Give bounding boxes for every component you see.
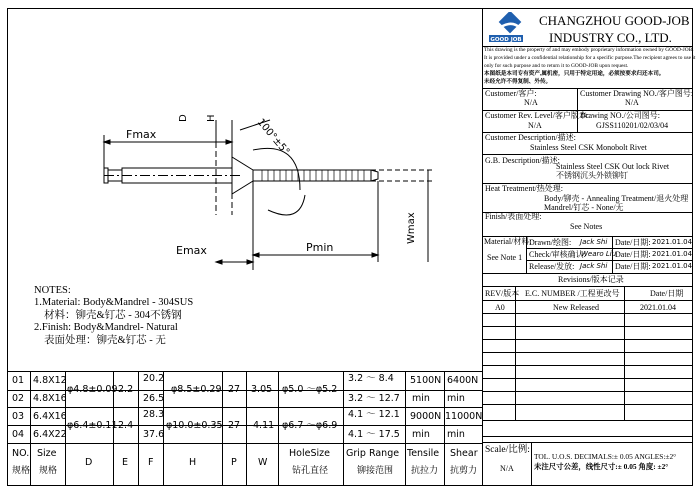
rivet-drawing	[60, 90, 480, 290]
scale-label: Scale/比例:	[485, 445, 530, 455]
drawing-no-label: Drawing NO./公司图号:	[580, 111, 660, 120]
finish-value: See Notes	[570, 222, 603, 231]
row2-size: 4.8X16	[33, 393, 67, 404]
row34-h: φ10.0±0.35	[166, 420, 223, 431]
row4-no: 04	[12, 429, 25, 440]
row34-e: 2.4	[118, 420, 134, 431]
drawn-date-label: Date/日期:	[615, 238, 651, 247]
note-line2: 材料：铆壳&钉芯 - 304不锈钢	[44, 310, 182, 321]
row12-d: φ4.8±0.09	[67, 384, 118, 395]
disclaimer-en-1: This drawing is the property of and may embody proprietary information owned by GOOD-JOB.	[484, 47, 694, 53]
row3-grip: 4.1 ～ 12.1	[348, 409, 400, 420]
customer-label: Customer/客户:	[485, 89, 537, 98]
release-label: Release/发放:	[529, 262, 575, 271]
disclaimer-cn-1: 本图纸是本司专有资产,属机密，只用于特定用途，必须按要求归还本司。	[484, 71, 665, 77]
row2-tensile: min	[412, 393, 430, 404]
customer-drawing-value: N/A	[625, 98, 639, 107]
row3-f: 28.3	[143, 409, 165, 420]
hdr-w: W	[258, 457, 268, 468]
hdr-hole: HoleSize	[289, 448, 330, 459]
row34-hole: φ6.7 ～φ6.9	[282, 420, 338, 431]
description-value: Stainless Steel CSK Monobolt Rivet	[530, 143, 647, 152]
row34-w: 4.11	[253, 420, 275, 431]
dim-fmax: Fmax	[126, 128, 157, 141]
dim-angle: 100°±5°	[254, 116, 292, 158]
company-name-line1: CHANGZHOU GOOD-JOB	[539, 13, 690, 28]
row12-w: 3.05	[251, 384, 273, 395]
company-logo	[485, 12, 527, 44]
check-label: Check/审核确认:	[529, 250, 586, 259]
row1-f: 20.2	[143, 373, 165, 384]
row1-shear: 6400N	[447, 375, 479, 386]
gb-label: G.B. Description/描述:	[485, 156, 560, 165]
finish-label: Finish/表面处理:	[485, 212, 542, 221]
row4-tensile: min	[412, 429, 430, 440]
hdr-f: F	[148, 457, 154, 468]
release-date-label: Date/日期:	[615, 262, 651, 271]
hdr-shear-cn: 抗剪力	[450, 466, 478, 476]
dim-emax: Emax	[176, 244, 207, 257]
drawn-name: Jack Shi	[580, 238, 608, 246]
customer-value: N/A	[524, 98, 538, 107]
dim-wmax: Wmax	[406, 212, 417, 244]
disclaimer-cn-2: 未经允许不得复制、外传。	[484, 79, 552, 85]
hdr-grip: Grip Range	[346, 448, 400, 459]
disclaimer-en-3: only for such purpose and to return it to GOOD-JOB upon request.	[484, 63, 629, 69]
row1-no: 01	[12, 375, 25, 386]
customer-rev-label: Customer Rev. Level/客户版本:	[485, 111, 590, 120]
revision-ecn: New Released	[553, 303, 599, 312]
dim-d: D	[178, 114, 189, 122]
hdr-d: D	[85, 457, 93, 468]
company-name-line2: INDUSTRY CO., LTD.	[549, 30, 672, 45]
row1-tensile: 5100N	[410, 375, 442, 386]
revisions-title: Revisions/版本记录	[558, 275, 624, 284]
hdr-size-cn: 规格	[39, 466, 58, 476]
drawn-date: 2021.01.04	[652, 238, 693, 246]
customer-drawing-label: Customer Drawing NO./客户图号:	[580, 89, 694, 98]
row4-grip: 4.1 ～ 17.5	[348, 429, 400, 440]
row3-no: 03	[12, 411, 25, 422]
revisions-col-ecn: E.C. NUMBER /工程更改号	[525, 289, 620, 298]
scale-value: N/A	[500, 464, 514, 473]
logo-text: GOOD JOB	[490, 37, 522, 43]
row3-tensile: 9000N	[410, 411, 442, 422]
customer-rev-value: N/A	[528, 121, 542, 130]
hdr-h: H	[189, 457, 197, 468]
disclaimer-en-2: It is provided under a confidential relationship for a specific purpose.The recipient agrees to use it	[484, 55, 696, 61]
hdr-p: P	[231, 457, 237, 468]
row2-shear: min	[447, 393, 465, 404]
heat-label: Heat Treatment/热处理:	[485, 184, 563, 193]
row12-hole: φ5.0 ～φ5.2	[282, 384, 338, 395]
material-value: See Note 1	[487, 253, 523, 262]
row2-f: 26.5	[143, 393, 165, 404]
description-label: Customer Description/描述:	[485, 133, 576, 142]
revision-rev: A0	[495, 303, 505, 312]
hdr-hole-cn: 钻孔直径	[292, 466, 329, 476]
drawn-label: Drawn/绘图:	[529, 238, 572, 247]
row12-h: φ8.5±0.29	[171, 384, 222, 395]
hdr-tensile: Tensile	[407, 448, 440, 459]
hdr-grip-cn: 铆接范围	[357, 466, 394, 476]
row12-p: 27	[228, 384, 241, 395]
row1-grip: 3.2 ～ 8.4	[348, 373, 394, 384]
notes-title: NOTES:	[34, 285, 71, 296]
revisions-col-rev: REV/版本	[485, 289, 520, 298]
gb-value-cn: 不锈钢沉头外锁铆钉	[556, 171, 628, 180]
row3-shear: 11000N	[445, 411, 483, 422]
check-name: Wearo Liu	[581, 250, 617, 258]
row3-size: 6.4X16	[33, 411, 67, 422]
hdr-no-cn: 规格	[12, 466, 31, 476]
tolerance-cn: 未注尺寸公差，线性尺寸:± 0.05 角度: ±2°	[534, 462, 669, 471]
row4-f: 37.6	[143, 429, 165, 440]
row12-e: 2.2	[118, 384, 134, 395]
check-date: 2021.01.04	[652, 250, 693, 258]
hdr-e: E	[122, 457, 129, 468]
release-date: 2021.01.04	[652, 262, 693, 270]
material-label: Material/材料:	[484, 237, 532, 246]
dim-h: H	[206, 114, 217, 122]
gb-value-en: Stainless Steel CSK Out lock Rivet	[556, 162, 670, 171]
row34-p: 27	[228, 420, 241, 431]
row2-grip: 3.2 ～ 12.7	[348, 393, 400, 404]
hdr-tensile-cn: 抗拉力	[411, 466, 439, 476]
drawing-no-value: GJSS110201/02/03/04	[596, 121, 669, 130]
row1-size: 4.8X12	[33, 375, 67, 386]
row2-no: 02	[12, 393, 25, 404]
heat-value-1: Body/铆壳 - Annealing Treatment/退火处理	[544, 194, 689, 203]
row4-shear: min	[447, 429, 465, 440]
row4-size: 6.4X22	[33, 429, 67, 440]
hdr-size: Size	[37, 448, 57, 459]
note-line4: 表面处理：铆壳&钉芯 - 无	[44, 335, 166, 346]
revision-date: 2021.01.04	[640, 303, 676, 312]
heat-value-2: Mandrel/钉芯 - None/无	[544, 203, 624, 212]
hdr-shear: Shear	[450, 448, 478, 459]
note-line1: 1.Material: Body&Mandrel - 304SUS	[34, 297, 194, 308]
tolerance-en: TOL. U.O.S. DECIMALS:± 0.05 ANGLES:±2°	[534, 452, 677, 461]
hdr-no: NO.	[12, 448, 30, 459]
release-name: Jack Shi	[580, 262, 608, 270]
check-date-label: Date/日期:	[615, 250, 651, 259]
note-line3: 2.Finish: Body&Mandrel- Natural	[34, 322, 178, 333]
revisions-col-date: Date/日期	[650, 289, 684, 298]
dim-pmin: Pmin	[306, 241, 334, 254]
row34-d: φ6.4±0.11	[67, 420, 118, 431]
